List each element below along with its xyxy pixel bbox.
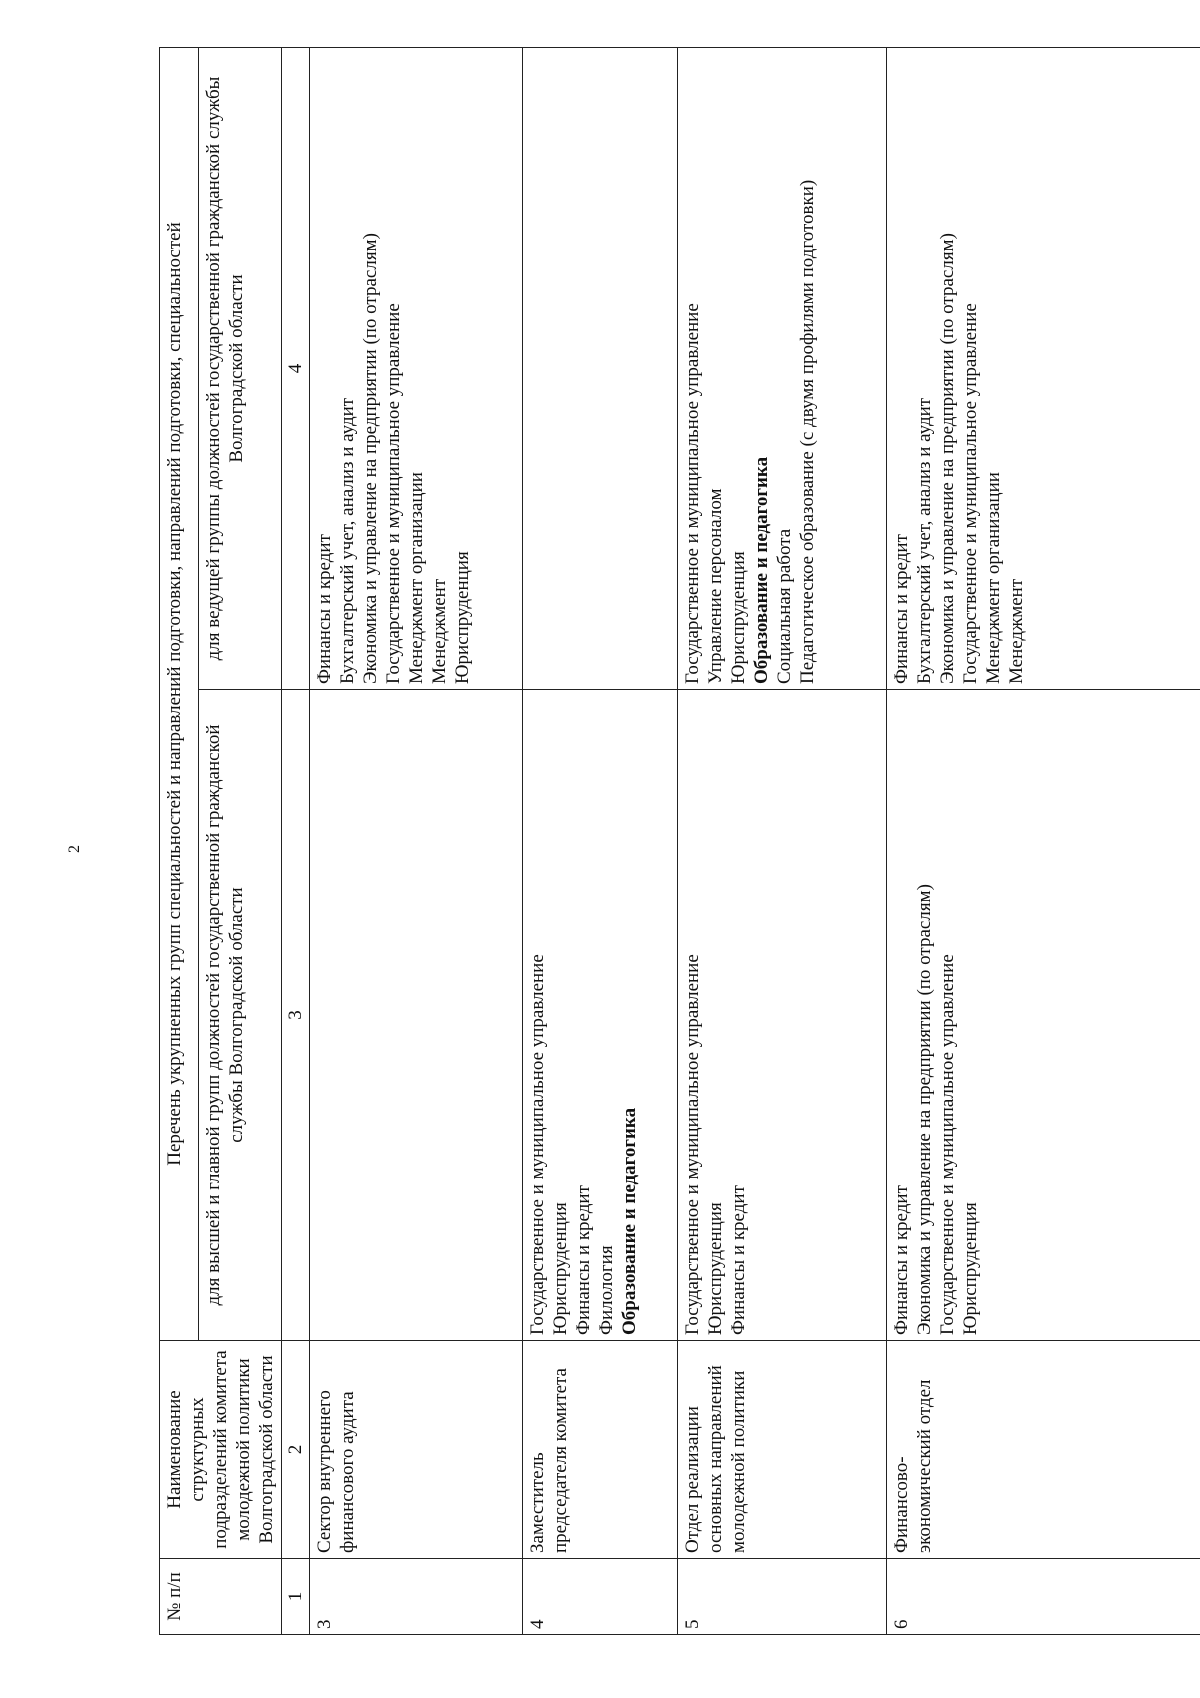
table-body xyxy=(310,47,1200,1634)
specialty-item: Экономика и управление на предприятии (по отраслям) xyxy=(937,233,959,684)
specialty-item: Юриспруденция xyxy=(452,551,473,684)
row-lead-specialties xyxy=(523,47,678,689)
header-name: Наименование структурных подразделений комитета молодежной политики Волгоградской области xyxy=(160,1341,282,1559)
specialty-item: Государственное и муниципальное управление xyxy=(383,303,404,684)
specialty-item: Государственное и муниципальное управление xyxy=(527,954,549,1335)
specialty-item: Образование и педагогика xyxy=(619,1107,641,1335)
specialty-item: Государственное и муниципальное управление xyxy=(937,954,959,1335)
specialty-item: Филология xyxy=(596,1245,618,1335)
col-number-2: 2 xyxy=(282,1341,310,1559)
row-department-name: Сектор внутреннего финансового аудита xyxy=(310,1341,523,1559)
specialty-item: Менеджмент организации xyxy=(983,472,1005,684)
specialty-item: Финансы и кредит xyxy=(891,534,913,684)
specialty-item: Финансы и кредит xyxy=(573,1185,595,1335)
specialty-item: Финансы и кредит xyxy=(314,534,335,684)
specialty-item: Менеджмент xyxy=(429,578,450,684)
row-lead-specialties xyxy=(310,47,523,689)
specialty-item: Образование и педагогика xyxy=(751,456,773,684)
col-number-4: 4 xyxy=(282,47,310,689)
specialty-item: Финансы и кредит xyxy=(728,1185,750,1335)
header-list: Перечень укрупненных групп специальностей и направлений подготовки, направлений подготовки, специальностей xyxy=(160,47,199,1340)
col-number-1: 1 xyxy=(282,1559,310,1635)
specialty-item: Педагогическое образование (с двумя профилями подготовки) xyxy=(797,179,819,684)
row-number: 5 xyxy=(678,1559,887,1635)
header-high-group: для высшей и главной групп должностей государственной гражданской службы Волгоградской области xyxy=(199,690,282,1341)
specialty-item: Государственное и муниципальное управление xyxy=(960,303,982,684)
row-number: 4 xyxy=(523,1559,678,1635)
row-high-specialties xyxy=(887,690,1200,1341)
specialty-item: Юриспруденция xyxy=(960,1202,982,1335)
rotated-table-container xyxy=(159,48,1199,1635)
header-lead-group: для ведущей группы должностей государственной гражданской службы Волгоградской области xyxy=(199,47,282,689)
row-department-name: Отдел реализации основных направлений молодежной политики xyxy=(678,1341,887,1559)
row-department-name: Финансово-экономический отдел xyxy=(887,1341,1200,1559)
table-row xyxy=(523,47,678,1634)
row-high-specialties xyxy=(678,690,887,1341)
specialty-item: Экономика и управление на предприятии (по отраслям) xyxy=(914,884,936,1335)
table-row xyxy=(887,47,1200,1634)
specialties-table xyxy=(159,47,1200,1635)
specialty-item: Юриспруденция xyxy=(728,551,750,684)
row-number: 6 xyxy=(887,1559,1200,1635)
row-high-specialties xyxy=(310,690,523,1341)
row-lead-specialties xyxy=(678,47,887,689)
specialty-item: Менеджмент организации xyxy=(406,472,427,684)
specialty-item: Экономика и управление на предприятии (по отраслям) xyxy=(360,233,381,684)
specialty-item: Государственное и муниципальное управление xyxy=(682,303,704,684)
specialty-item: Бухгалтерский учет, анализ и аудит xyxy=(337,397,358,684)
row-lead-specialties xyxy=(887,47,1200,689)
specialty-item: Управление персоналом xyxy=(705,488,727,684)
specialty-item: Менеджмент xyxy=(1006,578,1028,684)
col-number-3: 3 xyxy=(282,690,310,1341)
row-high-specialties xyxy=(523,690,678,1341)
header-num: № п/п xyxy=(160,1559,282,1635)
specialty-item: Финансы и кредит xyxy=(891,1185,913,1335)
specialty-item: Бухгалтерский учет, анализ и аудит xyxy=(914,397,936,684)
page-number: 2 xyxy=(66,845,83,853)
row-department-name: Заместитель председателя комитета xyxy=(523,1341,678,1559)
specialty-item: Государственное и муниципальное управление xyxy=(682,954,704,1335)
specialty-item: Социальная работа xyxy=(774,528,796,684)
specialty-item: Юриспруденция xyxy=(705,1202,727,1335)
row-number: 3 xyxy=(310,1559,523,1635)
specialty-item: Юриспруденция xyxy=(550,1202,572,1335)
table-row xyxy=(310,47,523,1634)
table-row xyxy=(678,47,887,1634)
